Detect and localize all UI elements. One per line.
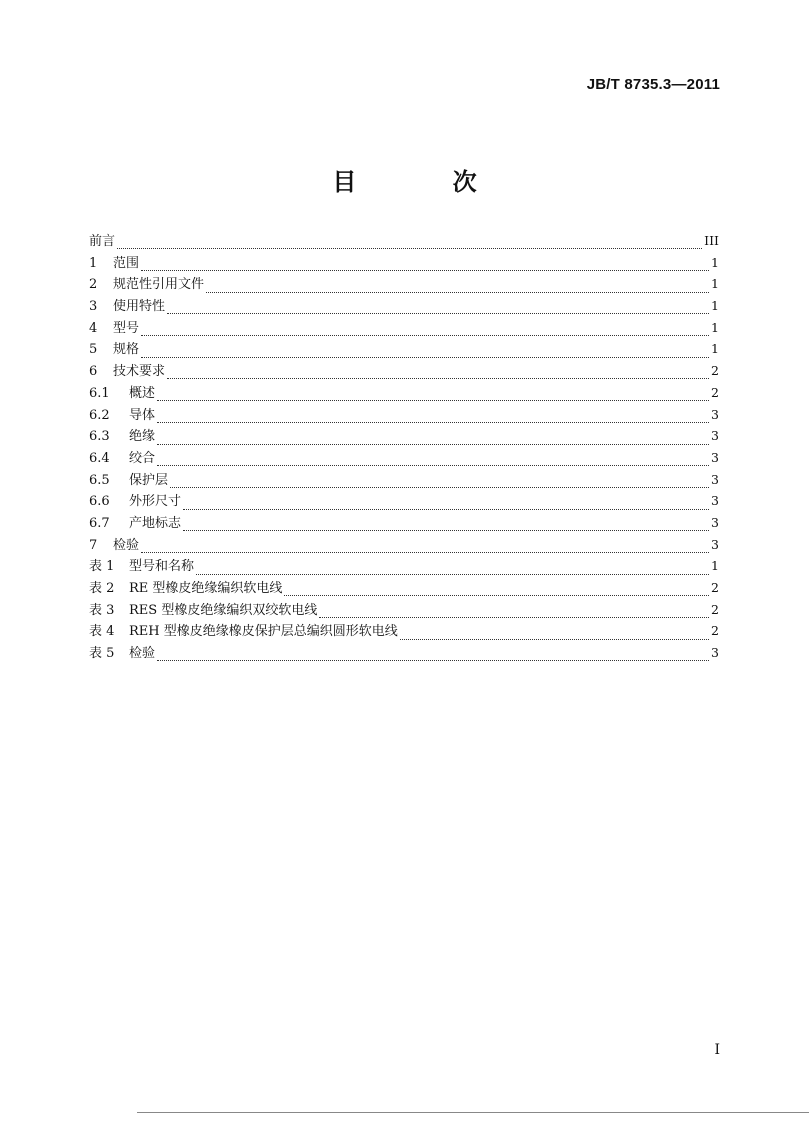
toc-entry-title: 检验 <box>129 646 156 662</box>
toc-entry[interactable] <box>89 555 719 577</box>
toc-entry-number: 6.4 <box>89 450 110 466</box>
toc-entry[interactable] <box>89 620 719 642</box>
toc-entry-number: 6.6 <box>89 494 110 510</box>
toc-entry-number: 6.7 <box>89 515 110 531</box>
toc-entry-title: 使用特性 <box>113 299 166 315</box>
toc-entry[interactable] <box>89 273 719 295</box>
toc-entry-page: 1 <box>711 254 719 270</box>
toc-entry[interactable] <box>89 338 719 360</box>
toc-entry-title: 外形尺寸 <box>129 494 182 510</box>
toc-entry[interactable] <box>89 295 719 317</box>
document-code: JB/T 8735.3—2011 <box>586 76 720 93</box>
toc-entry[interactable] <box>89 599 719 621</box>
toc-leader-dots <box>170 477 709 488</box>
toc-entry-title: 概述 <box>129 385 156 401</box>
toc-entry-page: 3 <box>711 645 719 661</box>
toc-leader-dots <box>157 390 709 401</box>
toc-leader-dots <box>141 260 709 271</box>
toc-entry-page: 3 <box>711 514 719 530</box>
toc-entry-title: 技术要求 <box>113 364 166 380</box>
toc-entry-title: 绝缘 <box>129 429 156 445</box>
toc-entry-title: 前言 <box>89 234 116 249</box>
toc-entry-title: RES 型橡皮绝缘编织双绞软电线 <box>129 602 318 618</box>
toc-entry-number: 6.5 <box>89 472 110 488</box>
toc-leader-dots <box>284 585 709 596</box>
toc-entry-page: 3 <box>711 536 719 552</box>
toc-entry-title: 型号和名称 <box>129 559 195 575</box>
toc-entry[interactable] <box>89 317 719 339</box>
toc-leader-dots <box>167 303 709 314</box>
table-of-contents <box>89 230 719 664</box>
toc-entry[interactable] <box>89 425 719 447</box>
toc-entry-number: 6 <box>89 364 98 380</box>
toc-entry[interactable] <box>89 469 719 491</box>
toc-entry-page: 2 <box>711 580 719 595</box>
toc-entry[interactable] <box>89 447 719 469</box>
toc-entry-number: 7 <box>89 537 98 553</box>
toc-entry-page: 3 <box>711 471 719 487</box>
toc-leader-dots <box>183 499 709 510</box>
toc-entry[interactable] <box>89 577 719 599</box>
toc-entry[interactable] <box>89 490 719 512</box>
toc-leader-dots <box>141 325 709 336</box>
toc-entry-title: 规范性引用文件 <box>113 277 205 293</box>
toc-entry-page: 1 <box>711 276 719 292</box>
toc-leader-dots <box>157 650 709 661</box>
toc-leader-dots <box>157 455 709 466</box>
toc-entry-page: 1 <box>711 558 719 574</box>
toc-leader-dots <box>183 520 709 531</box>
toc-entry-page: 1 <box>711 298 719 314</box>
toc-entry-page: 3 <box>711 449 719 465</box>
toc-entry[interactable] <box>89 642 719 664</box>
toc-entry[interactable] <box>89 360 719 382</box>
toc-entry[interactable] <box>89 404 719 426</box>
toc-entry-page: 2 <box>711 623 719 639</box>
toc-entry-page: 1 <box>711 319 719 335</box>
toc-entry-title: 检验 <box>113 537 140 553</box>
toc-entry-number: 1 <box>89 255 98 271</box>
toc-entry-title: REH 型橡皮绝缘橡皮保护层总编织圆形软电线 <box>129 624 398 640</box>
toc-leader-dots <box>206 282 709 293</box>
toc-entry-title: 规格 <box>113 342 140 358</box>
toc-entry-page: 3 <box>711 428 719 444</box>
toc-entry[interactable] <box>89 382 719 404</box>
toc-entry-title: RE 型橡皮绝缘编织软电线 <box>129 581 283 596</box>
toc-leader-dots <box>117 238 702 249</box>
toc-entry[interactable] <box>89 534 719 556</box>
toc-entry-title: 导体 <box>129 407 156 423</box>
toc-entry[interactable] <box>89 252 719 274</box>
toc-leader-dots <box>167 368 709 379</box>
toc-entry-page: 2 <box>711 363 719 379</box>
toc-entry-page: 3 <box>711 493 719 509</box>
toc-entry-title: 产地标志 <box>129 515 182 531</box>
toc-entry-number: 表 4 <box>89 624 115 640</box>
toc-entry-number: 2 <box>89 277 98 293</box>
toc-entry-page: 3 <box>711 406 719 422</box>
toc-entry-title: 保护层 <box>129 472 169 488</box>
toc-entry-number: 6.2 <box>89 407 110 423</box>
page-number: I <box>714 1042 720 1058</box>
toc-entry-title: 绞合 <box>129 450 156 466</box>
toc-entry-page: 1 <box>711 341 719 357</box>
toc-entry-number: 3 <box>89 299 98 315</box>
toc-leader-dots <box>141 542 709 553</box>
toc-leader-dots <box>141 347 709 358</box>
toc-entry-title: 范围 <box>113 255 140 271</box>
toc-entry-page: 2 <box>711 384 719 400</box>
toc-entry-page: 2 <box>711 601 719 617</box>
toc-leader-dots <box>157 412 709 423</box>
toc-entry-title: 型号 <box>113 320 140 336</box>
toc-leader-dots <box>400 629 709 640</box>
page-title: 目 次 <box>332 168 521 196</box>
toc-entry-number: 表 1 <box>89 559 115 575</box>
bottom-rule <box>137 1112 809 1113</box>
toc-entry[interactable] <box>89 230 719 252</box>
toc-entry-number: 表 5 <box>89 646 115 662</box>
toc-entry-number: 4 <box>89 320 98 336</box>
toc-leader-dots <box>157 434 709 445</box>
toc-entry-page: III <box>704 233 719 248</box>
toc-entry-number: 表 3 <box>89 602 115 618</box>
toc-entry-number: 表 2 <box>89 581 115 596</box>
toc-leader-dots <box>196 564 709 575</box>
toc-entry[interactable] <box>89 512 719 534</box>
toc-leader-dots <box>319 607 709 618</box>
toc-entry-number: 6.3 <box>89 429 110 445</box>
toc-entry-number: 6.1 <box>89 385 110 401</box>
toc-entry-number: 5 <box>89 342 98 358</box>
